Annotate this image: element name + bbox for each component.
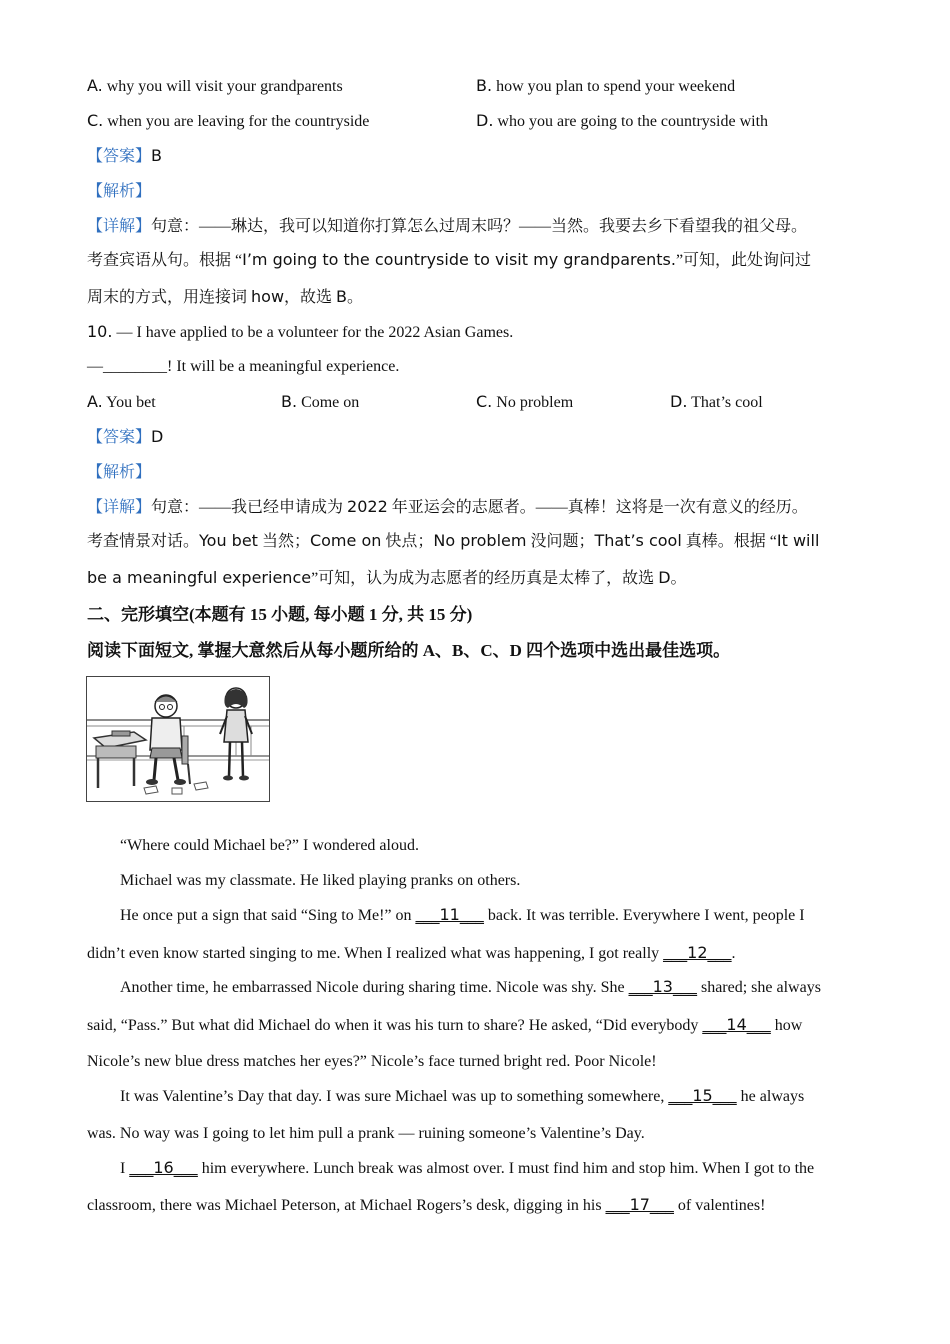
detail-text: 当然； [257,533,310,550]
option-letter: B. [281,392,298,411]
passage-text: back. It was terrible. Everywhere I went, people I [483,907,805,924]
detail-text: 考查宾语从句。根据 “ [87,252,243,269]
option-text: No problem [496,394,574,411]
blank-12: ___12___ [663,943,732,962]
blank-15: ___15___ [668,1086,737,1105]
passage-paragraph-6 [120,1157,814,1180]
option-text: You bet [106,394,156,411]
passage-text: of valentines! [673,1197,766,1214]
answer-value: B [151,146,162,165]
q9-option-c [87,110,369,133]
q9-detail-line-1 [87,215,807,238]
passage-line: Nicole’s new blue dress matches her eyes?” Nicole’s face turned bright red. Poor Nicole! [87,1053,657,1070]
q9-answer [87,145,162,168]
q9-option-d [476,110,768,133]
detail-text: 。 [347,289,364,306]
passage-text: he always [736,1088,805,1105]
passage-text: how [770,1017,803,1034]
blank-16: ___16___ [129,1158,198,1177]
q9-option-b [476,75,735,98]
q10-detail-line-3 [87,567,687,590]
option-text: That’s cool [691,394,763,411]
detail-text: ”可知，认为成为志愿者的经历真是太棒了，故选 [311,570,659,587]
question-number: 10. [87,322,113,341]
classroom-drawing [86,676,270,802]
q9-detail-line-3 [87,286,363,309]
detail-quote: It will [776,531,820,550]
option-letter: D. [670,392,688,411]
detail-choice: D [658,568,671,587]
q9-detail-line-2 [87,249,811,272]
option-text: how you plan to spend your weekend [496,78,736,95]
detail-text: 真棒。根据 “ [681,533,777,550]
passage-text: Another time, he embarrassed Nicole during sharing time. Nicole was shy. She [120,979,629,996]
passage-text: didn’t even know started singing to me. When I realized what was happening, I got really [87,945,664,962]
detail-text: 。 [670,570,687,587]
blank-14: ___14___ [702,1015,771,1034]
q10-analysis-tag [87,461,151,484]
analysis-tag: 【解析】 [87,181,152,200]
q10-option-c [476,391,573,414]
section-instruction: 阅读下面短文, 掌握大意然后从每小题所给的 A、B、C、D 四个选项中选出最佳选项。 [87,641,731,660]
passage-paragraph-2: Michael was my classmate. He liked playing pranks on others. [120,872,521,889]
passage-paragraph-5 [120,1085,804,1108]
analysis-tag: 【解析】 [87,462,152,481]
detail-text: ”可知，此处询问过 [675,252,812,269]
option-letter: A. [87,392,103,411]
detail-text: 没问题； [526,533,595,550]
blank-13: ___13___ [628,977,697,996]
passage-text: I [120,1160,130,1177]
q10-detail-line-2 [87,530,819,553]
detail-keyword: how [251,287,285,306]
passage-text: . [731,945,736,962]
question-text: —________! It will be a meaningful experience. [87,358,400,375]
passage-text: He once put a sign that said “Sing to Me!” on [120,907,416,924]
passage-text: shared; she always [696,979,821,996]
passage-text: said, “Pass.” But what did Michael do when it was his turn to share? He asked, “Did everybody [87,1017,703,1034]
detail-keyword: No problem [433,531,527,550]
passage-paragraph-1: “Where could Michael be?” I wondered aloud. [120,837,419,854]
option-text: when you are leaving for the countryside [107,113,370,130]
option-letter: B. [476,76,493,95]
option-letter: C. [476,392,493,411]
q10-stem-2 [87,356,399,378]
option-text: why you will visit your grandparents [106,78,343,95]
detail-quote: I’m going to the countryside to visit my grandparents. [242,250,676,269]
q10-option-b [281,391,359,414]
option-letter: D. [476,111,494,130]
passage-line [87,1014,802,1037]
q10-option-a [87,391,156,414]
q10-stem [87,321,513,344]
option-letter: C. [87,111,104,130]
passage-paragraph-4 [120,976,821,999]
passage-line [87,942,736,965]
detail-number: 2022 [347,497,388,516]
detail-text: 句意：——琳达，我可以知道你打算怎么过周末吗？——当然。我要去乡下看望我的祖父母。 [151,218,808,235]
blank-11: ___11___ [415,905,484,924]
answer-tag: 【答案】 [87,146,152,165]
detail-choice: B [336,287,348,306]
detail-tag: 【详解】 [87,216,152,235]
detail-keyword: That’s cool [594,531,682,550]
option-letter: A. [87,76,103,95]
q10-answer [87,426,163,449]
detail-keyword: Come on [309,531,382,550]
classroom-illustration [86,676,270,802]
detail-text: ，故选 [284,289,337,306]
option-text: Come on [301,394,360,411]
passage-text: him everywhere. Lunch break was almost over. I must find him and stop him. When I got to the [197,1160,815,1177]
blank-17: ___17___ [605,1195,674,1214]
detail-quote: be a meaningful experience [87,568,312,587]
passage-text: classroom, there was Michael Peterson, at Michael Rogers’s desk, digging in his [87,1197,606,1214]
passage-line [87,1194,765,1217]
answer-value: D [151,427,164,446]
passage-text: It was Valentine’s Day that day. I was sure Michael was up to something somewhere, [120,1088,669,1105]
detail-text: 考查情景对话。 [87,533,200,550]
detail-text: 快点； [381,533,434,550]
detail-text: 年亚运会的志愿者。——真棒！这将是一次有意义的经历。 [387,499,808,516]
answer-tag: 【答案】 [87,427,152,446]
option-text: who you are going to the countryside with [497,113,769,130]
q9-analysis-tag [87,180,151,203]
detail-tag: 【详解】 [87,497,152,516]
q10-option-d [670,391,763,414]
detail-text: 周末的方式，用连接词 [87,289,252,306]
question-text: — I have applied to be a volunteer for the 2022 Asian Games. [112,324,514,341]
detail-text: 句意：——我已经申请成为 [151,499,348,516]
q10-detail-line-1 [87,496,808,519]
q9-option-a [87,75,343,98]
section-title: 二、完形填空(本题有 15 小题, 每小题 1 分, 共 15 分) [87,605,473,624]
passage-paragraph-3 [120,904,805,927]
detail-keyword: You bet [199,531,258,550]
passage-line: was. No way was I going to let him pull a prank — ruining someone’s Valentine’s Day. [87,1125,645,1142]
